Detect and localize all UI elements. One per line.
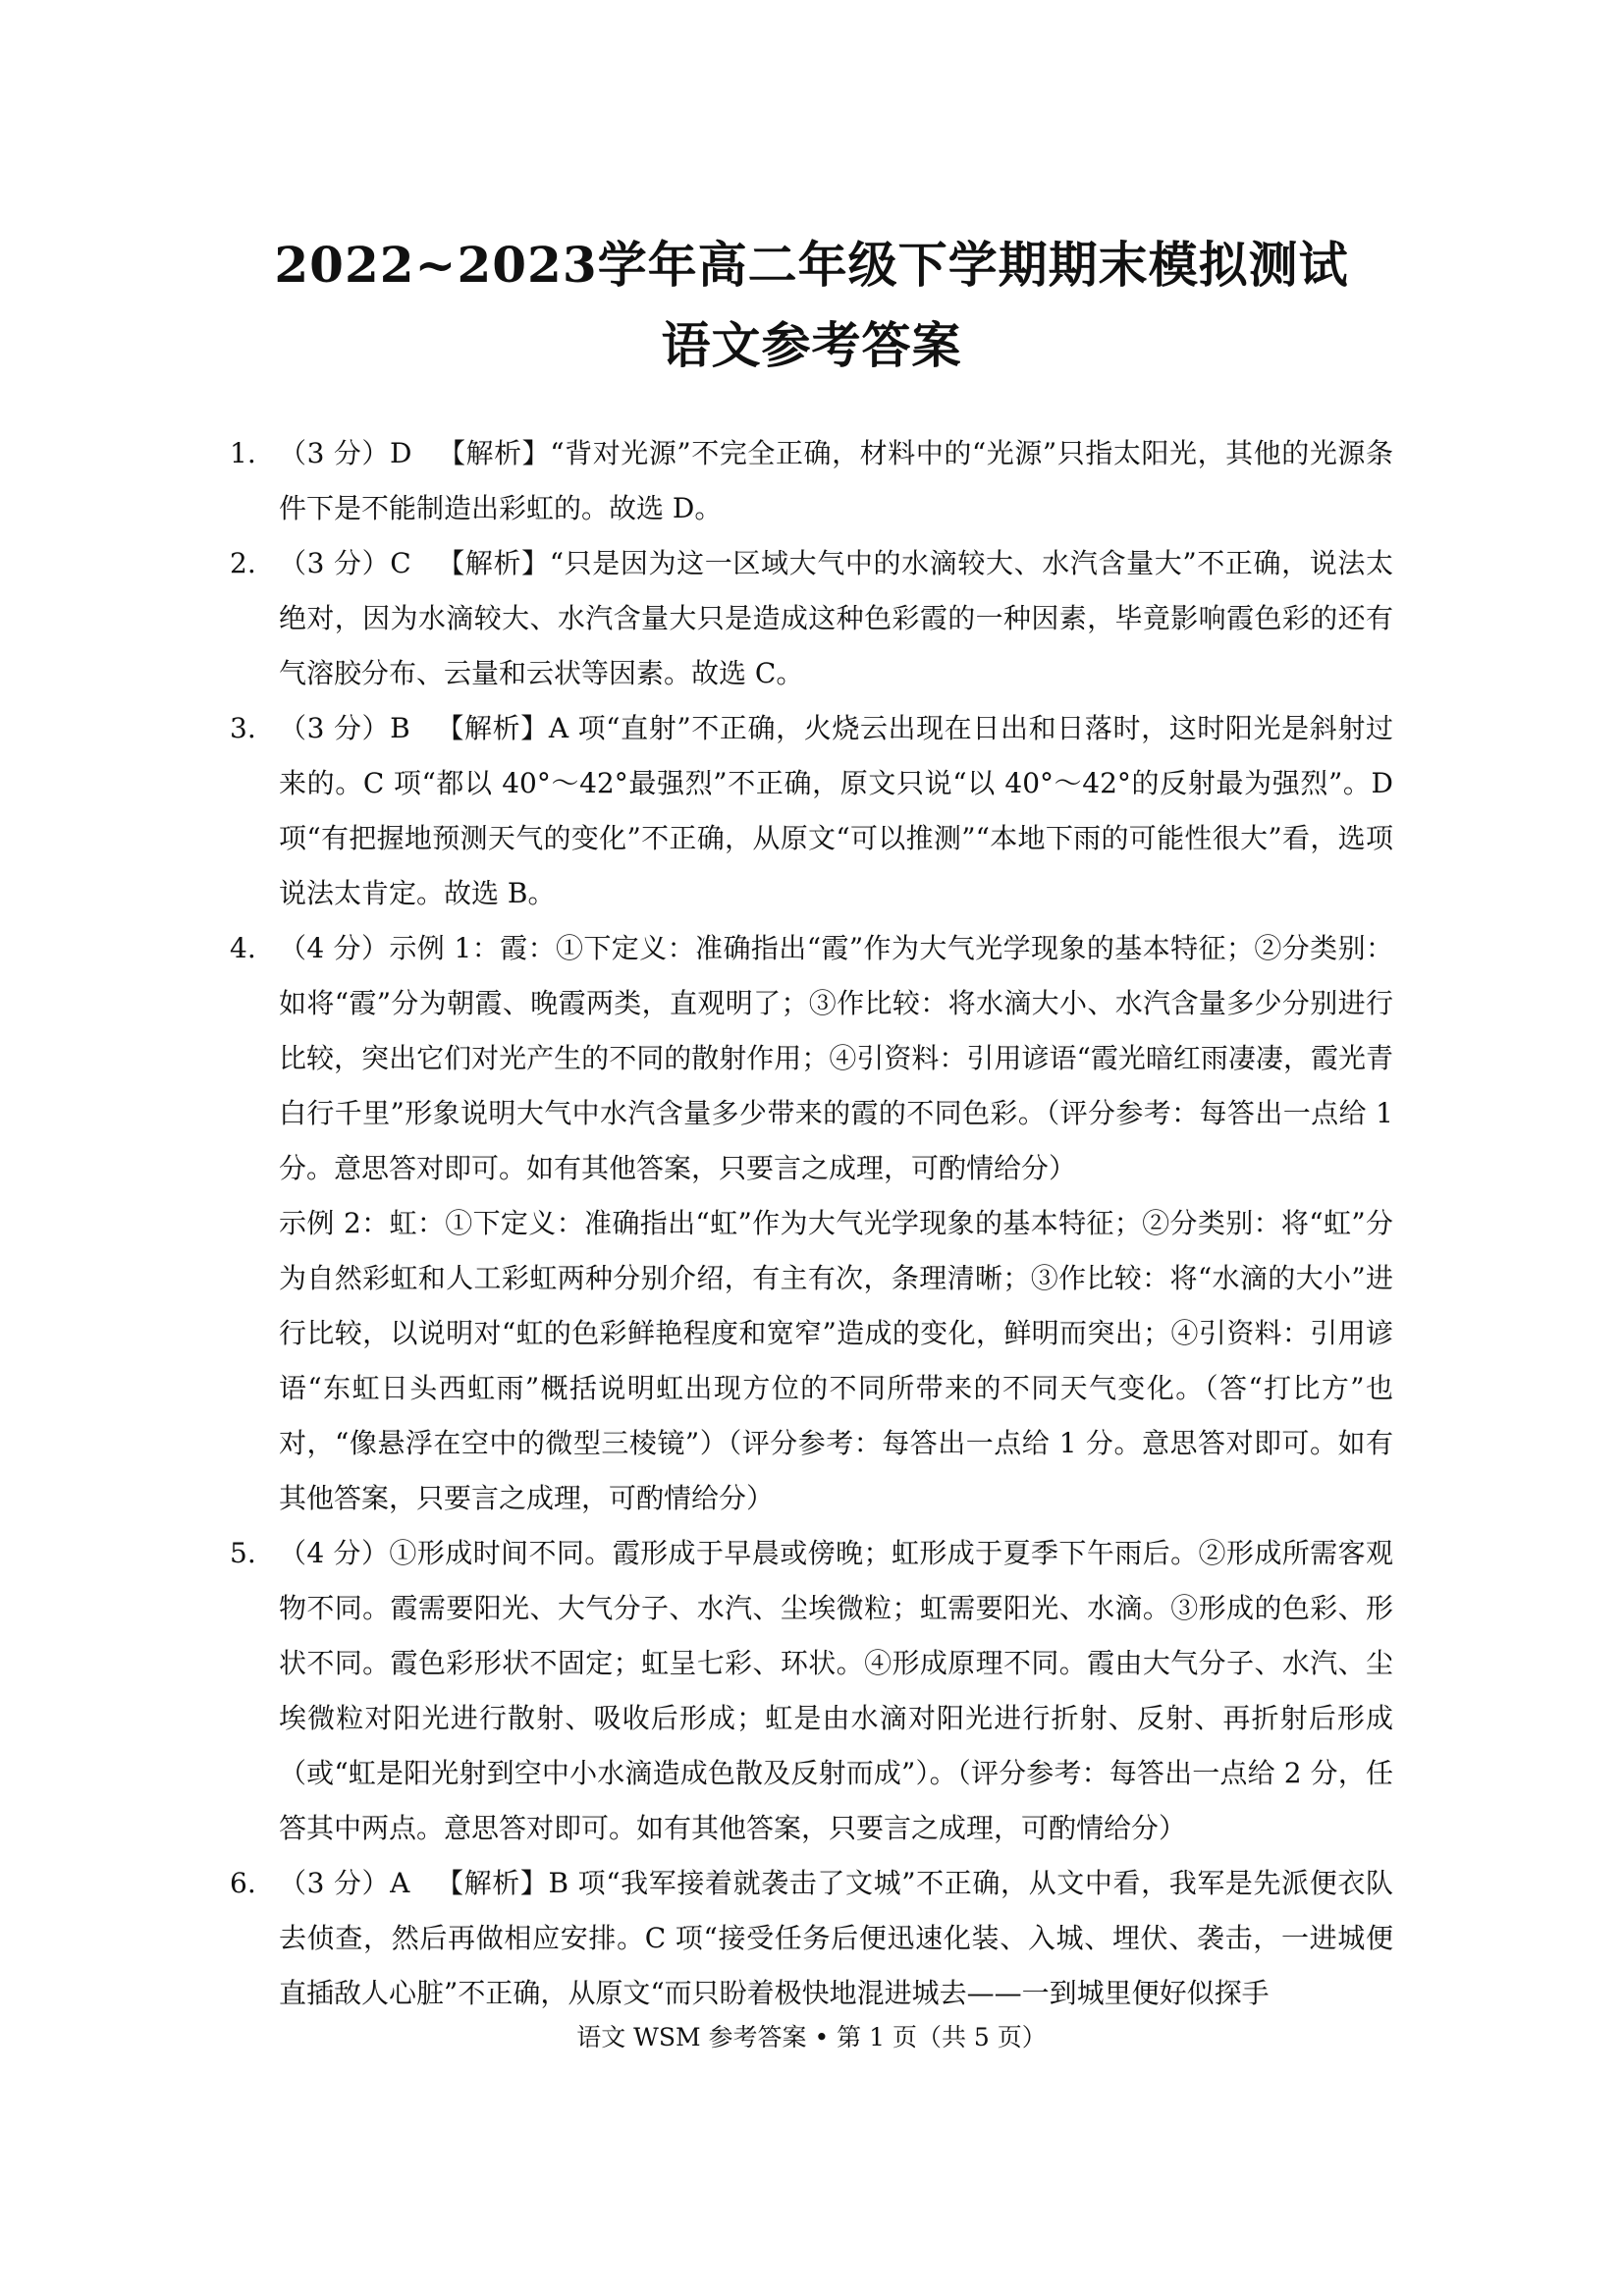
analysis-tag: 【解析】: [435, 712, 549, 744]
answer-text: “背对光源”不完全正确，材料中的“光源”只指太阳光，其他的光源条件下是不能制造出彩虹的。故选 D。: [279, 437, 1393, 524]
analysis-tag: 【解析】: [437, 437, 551, 469]
answer-score: （3 分）A: [279, 1867, 410, 1899]
answer-number: 5.: [230, 1537, 256, 1569]
answer-item-5: [230, 1526, 1393, 1856]
answer-score: （4 分）: [279, 1537, 390, 1569]
answer-score: （4 分）: [279, 932, 390, 964]
answer-item-4: [230, 921, 1393, 1526]
answer-number: 6.: [230, 1867, 256, 1899]
page-footer: 语文 WSM 参考答案 • 第 1 页（共 5 页）: [576, 2023, 1047, 2051]
answer-text: ①形成时间不同。霞形成于早晨或傍晚；虹形成于夏季下午雨后。②形成所需客观物不同。霞需要阳光、大气分子、水汽、尘埃微粒；虹需要阳光、水滴。③形成的色彩、形状不同。霞色彩形状不固定；虹呈七彩、环状。④形成原理不同。霞由大气分子、水汽、尘埃微粒对阳光进行散射、吸收后形成；虹是由水滴对阳光进行折射、反射、再折射后形成（或“虹是阳光射到空中小水滴造成色散及反射而成”）。（评分参考：每答出一点给 2 分，任答其中两点。意思答对即可。如有其他答案，只要言之成理，可酌情给分）: [279, 1537, 1393, 1844]
answer-number: 2.: [230, 547, 256, 579]
answer-item-3: [230, 701, 1393, 921]
answer-number: 4.: [230, 932, 256, 964]
answer-score: （3 分）C: [279, 547, 411, 579]
answer-score: （3 分）D: [279, 437, 412, 469]
page-subtitle: 语文参考答案: [661, 316, 962, 374]
answer-item-2: [230, 536, 1393, 701]
analysis-tag: 【解析】: [436, 547, 550, 579]
answer-item-6: [230, 1856, 1393, 2021]
answer-number: 3.: [230, 712, 256, 744]
answer-item-1: [230, 426, 1393, 536]
answer-text: A 项“直射”不正确，火烧云出现在日出和日落时，这时阳光是斜射过来的。C 项“都以 40°～42°最强烈”不正确，原文只说“以 40°～42°的反射最为强烈”。D 项“有把握地预测天气的变化”不正确，从原文“可以推测”“本地下雨的可能性很大”看，选项说法太肯定。故选 B。: [279, 712, 1393, 909]
answer-list: [230, 426, 1393, 2021]
analysis-tag: 【解析】: [435, 1867, 549, 1899]
answer-text: B 项“我军接着就袭击了文城”不正确，从文中看，我军是先派便衣队去侦查，然后再做相应安排。C 项“接受任务后便迅速化装、入城、埋伏、袭击，一进城便直插敌人心脏”不正确，从原文“而只盼着极快地混进城去——一到城里便好似探手: [279, 1867, 1394, 2009]
answer-text: 示例 1：霞：①下定义：准确指出“霞”作为大气光学现象的基本特征；②分类别：如将“霞”分为朝霞、晚霞两类，直观明了；③作比较：将水滴大小、水汽含量多少分别进行比较，突出它们对光产生的不同的散射作用；④引资料：引用谚语“霞光暗红雨凄凄，霞光青白行千里”形象说明大气中水汽含量多少带来的霞的不同色彩。（评分参考：每答出一点给 1 分。意思答对即可。如有其他答案，只要言之成理，可酌情给分）: [279, 932, 1393, 1184]
answer-text: “只是因为这一区域大气中的水滴较大、水汽含量大”不正确，说法太绝对，因为水滴较大、水汽含量大只是造成这种色彩霞的一种因素，毕竟影响霞色彩的还有气溶胶分布、云量和云状等因素。故选 C。: [279, 547, 1393, 689]
answer-number: 1.: [230, 437, 256, 469]
answer-score: （3 分）B: [279, 712, 410, 744]
answer-example-2: 示例 2：虹：①下定义：准确指出“虹”作为大气光学现象的基本特征；②分类别：将“虹”分为自然彩虹和人工彩虹两种分别介绍，有主有次，条理清晰；③作比较：将“水滴的大小”进行比较，以说明对“虹的色彩鲜艳程度和宽窄”造成的变化，鲜明而突出；④引资料：引用谚语“东虹日头西虹雨”概括说明虹出现方位的不同所带来的不同天气变化。（答“打比方”也对，“像悬浮在空中的微型三棱镜”）（评分参考：每答出一点给 1 分。意思答对即可。如有其他答案，只要言之成理，可酌情给分）: [279, 1207, 1393, 1514]
page-title: 2022~2023学年高二年级下学期期末模拟测试: [274, 236, 1349, 294]
